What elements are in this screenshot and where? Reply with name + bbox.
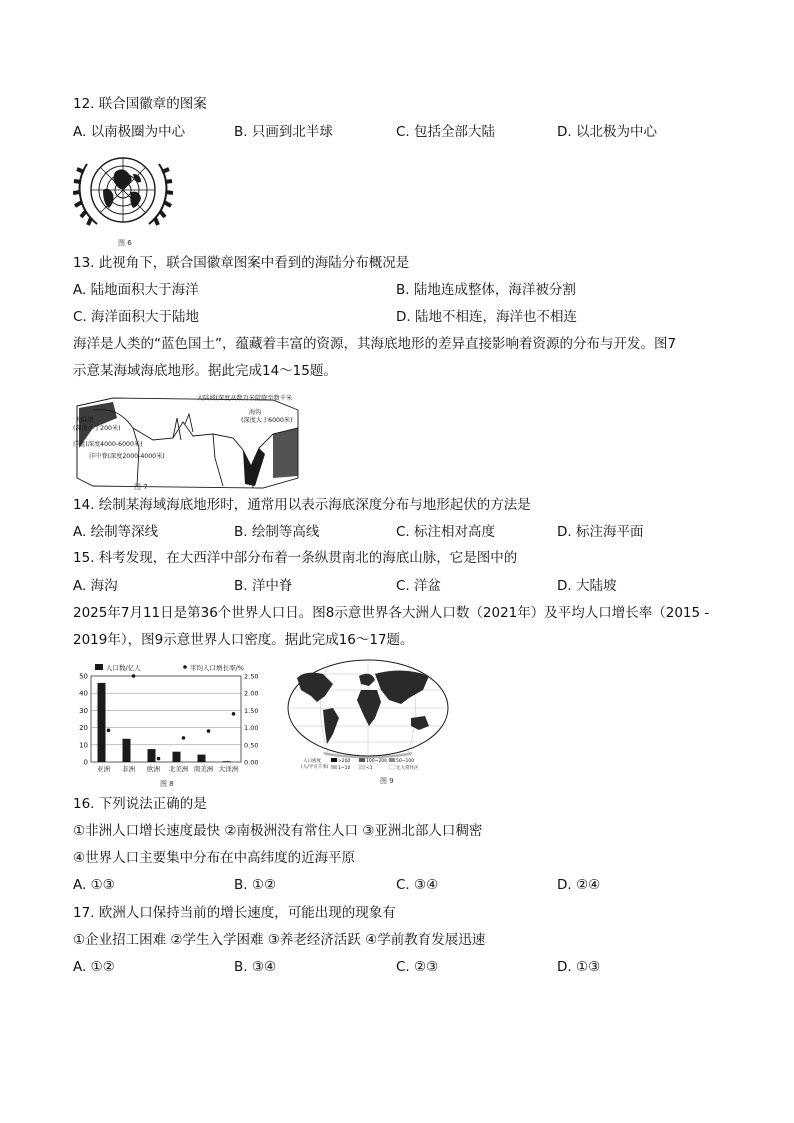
q17-option-b: B. ③④ — [234, 959, 277, 975]
figure-8-caption: 图 8 — [160, 780, 174, 788]
growth-rate-dot — [107, 729, 111, 733]
legend-bar-swatch — [95, 664, 103, 670]
q15-option-b: B. 洋中脊 — [234, 578, 293, 594]
category-label: 亚洲 — [97, 765, 110, 773]
right-tick-label: 1.50 — [244, 706, 259, 715]
growth-rate-dot — [157, 757, 161, 761]
q14-option-c: C. 标注相对高度 — [396, 524, 496, 540]
left-tick-label: 10 — [79, 741, 88, 750]
left-tick-label: 40 — [79, 689, 88, 698]
right-tick-label: 2.00 — [244, 689, 259, 698]
population-bar — [148, 749, 156, 762]
left-tick-label: 20 — [79, 724, 88, 733]
right-tick-label: 2.50 — [244, 672, 259, 681]
category-label: 大洋洲 — [218, 765, 239, 773]
map-legend-item-4: 1~10 — [338, 766, 351, 771]
passage-14-15-line1: 海洋是人类的“蓝色国土”，蕴藏着丰富的资源，其海底地形的差异直接影响着资源的分布与开发。图7 — [73, 336, 677, 352]
q16-statements-line2: ④世界人口主要集中分布在中高纬度的近海平原 — [73, 850, 356, 866]
label-shelf-depth: (深度小于200米) — [73, 425, 121, 432]
map-legend-unit: (人/平方千米) — [301, 765, 329, 770]
legend-bar-label: 人口数/亿人 — [106, 664, 141, 672]
q12-option-d: D. 以北极为中心 — [557, 124, 657, 140]
growth-rate-dot — [132, 674, 136, 678]
left-tick-label: 0 — [83, 758, 88, 767]
passage-14-15-line2: 示意某海域海底地形。据此完成14～15题。 — [73, 363, 337, 379]
map-legend-item-6: 无人常住区 — [396, 766, 419, 771]
q15-option-c: C. 洋盆 — [396, 578, 442, 594]
label-ocean-basin: 洋盆(深度4000-6000米) — [73, 441, 143, 448]
q14-stem: 14. 绘制某海域海底地形时，通常用以表示海底深度分布与地形起伏的方法是 — [73, 497, 531, 513]
map-legend-title: 人口密度 — [303, 759, 321, 764]
population-bar — [223, 761, 231, 762]
label-continental-slope: 大陆坡(深度从数百米陡降至数千米 — [197, 395, 293, 402]
passage-16-17-line1: 2025年7月11日是第36个世界人口日。图8示意世界各大洲人口数（2021年）及平均人口增长率（2015 - — [73, 605, 710, 621]
label-continental-shelf: 大陆架 — [75, 417, 94, 424]
q12-option-b: B. 只画到北半球 — [234, 124, 333, 140]
figure-6-caption: 图 6 — [118, 239, 132, 247]
q14-option-d: D. 标注海平面 — [557, 524, 644, 540]
population-bar — [123, 739, 131, 762]
q17-option-d: D. ①③ — [557, 959, 601, 975]
growth-rate-dot — [207, 729, 211, 733]
q16-option-d: D. ②④ — [557, 877, 601, 893]
q12-option-a: A. 以南极圈为中心 — [73, 124, 186, 140]
q13-stem: 13. 此视角下，联合国徽章图案中看到的海陆分布概况是 — [73, 255, 410, 271]
population-bar — [173, 752, 181, 762]
q13-option-a: A. 陆地面积大于海洋 — [73, 282, 199, 298]
map-legend-item-2: 100~200 — [366, 759, 387, 764]
figure-7-caption: 图 7 — [134, 483, 148, 491]
q16-statements-line1: ①非洲人口增长速度最快 ②南极洲没有常住人口 ③亚洲北部人口稠密 — [73, 823, 483, 839]
map-legend-item-5: <1 — [366, 766, 373, 771]
un-emblem-figure — [73, 150, 173, 236]
legend-dot-swatch — [183, 665, 187, 669]
right-tick-label: 0.00 — [244, 758, 259, 767]
growth-rate-dot — [182, 736, 186, 740]
q15-option-a: A. 海沟 — [73, 578, 118, 594]
right-tick-label: 1.00 — [244, 724, 259, 733]
q14-option-a: A. 绘制等深线 — [73, 524, 159, 540]
population-bar — [98, 683, 106, 762]
q14-option-b: B. 绘制等高线 — [234, 524, 320, 540]
figure-9-caption: 图 9 — [380, 777, 394, 785]
category-label: 欧洲 — [147, 765, 160, 773]
q17-statements-line1: ①企业招工困难 ②学生入学困难 ③养老经济活跃 ④学前教育发展迅速 — [73, 932, 486, 948]
map-legend-item-1: >200 — [338, 759, 351, 764]
q16-option-b: B. ①② — [234, 877, 277, 893]
category-label: 南美洲 — [193, 765, 214, 773]
passage-16-17-line2: 2019年），图9示意世界人口密度。据此完成16～17题。 — [73, 632, 414, 648]
population-density-map-figure — [283, 656, 453, 780]
q15-stem: 15. 科考发现，在大西洋中部分布着一条纵贯南北的海底山脉，它是图中的 — [73, 550, 518, 566]
legend-dot-label: 平均人口增长率/% — [190, 664, 244, 672]
population-bar — [198, 755, 206, 762]
category-label: 北美洲 — [168, 765, 189, 773]
q16-option-a: A. ①③ — [73, 877, 115, 893]
q13-option-c: C. 海洋面积大于陆地 — [73, 309, 200, 325]
label-mid-ocean-ridge: 洋中脊(深度2000-4000米) — [89, 453, 165, 460]
q13-option-d: D. 陆地不相连，海洋也不相连 — [396, 309, 577, 325]
category-label: 非洲 — [122, 765, 135, 773]
q16-stem: 16. 下列说法正确的是 — [73, 796, 207, 812]
q15-option-d: D. 大陆坡 — [557, 578, 617, 594]
label-trench-depth: (深度大于6000米) — [241, 417, 293, 424]
label-trench: 海沟 — [249, 409, 262, 416]
population-chart-figure — [73, 660, 273, 788]
q17-option-c: C. ②③ — [396, 959, 439, 975]
q17-option-a: A. ①② — [73, 959, 115, 975]
q13-option-b: B. 陆地连成整体，海洋被分割 — [396, 282, 576, 298]
left-tick-label: 50 — [79, 672, 88, 681]
right-tick-label: 0.50 — [244, 741, 259, 750]
q16-option-c: C. ③④ — [396, 877, 439, 893]
growth-rate-dot — [232, 712, 236, 716]
q17-stem: 17. 欧洲人口保持当前的增长速度，可能出现的现象有 — [73, 905, 396, 921]
q12-option-c: C. 包括全部大陆 — [396, 124, 496, 140]
q12-stem: 12. 联合国徽章的图案 — [73, 96, 207, 112]
map-legend-item-3: 50~100 — [396, 759, 415, 764]
seafloor-diagram-figure — [73, 388, 303, 490]
left-tick-label: 30 — [79, 706, 88, 715]
